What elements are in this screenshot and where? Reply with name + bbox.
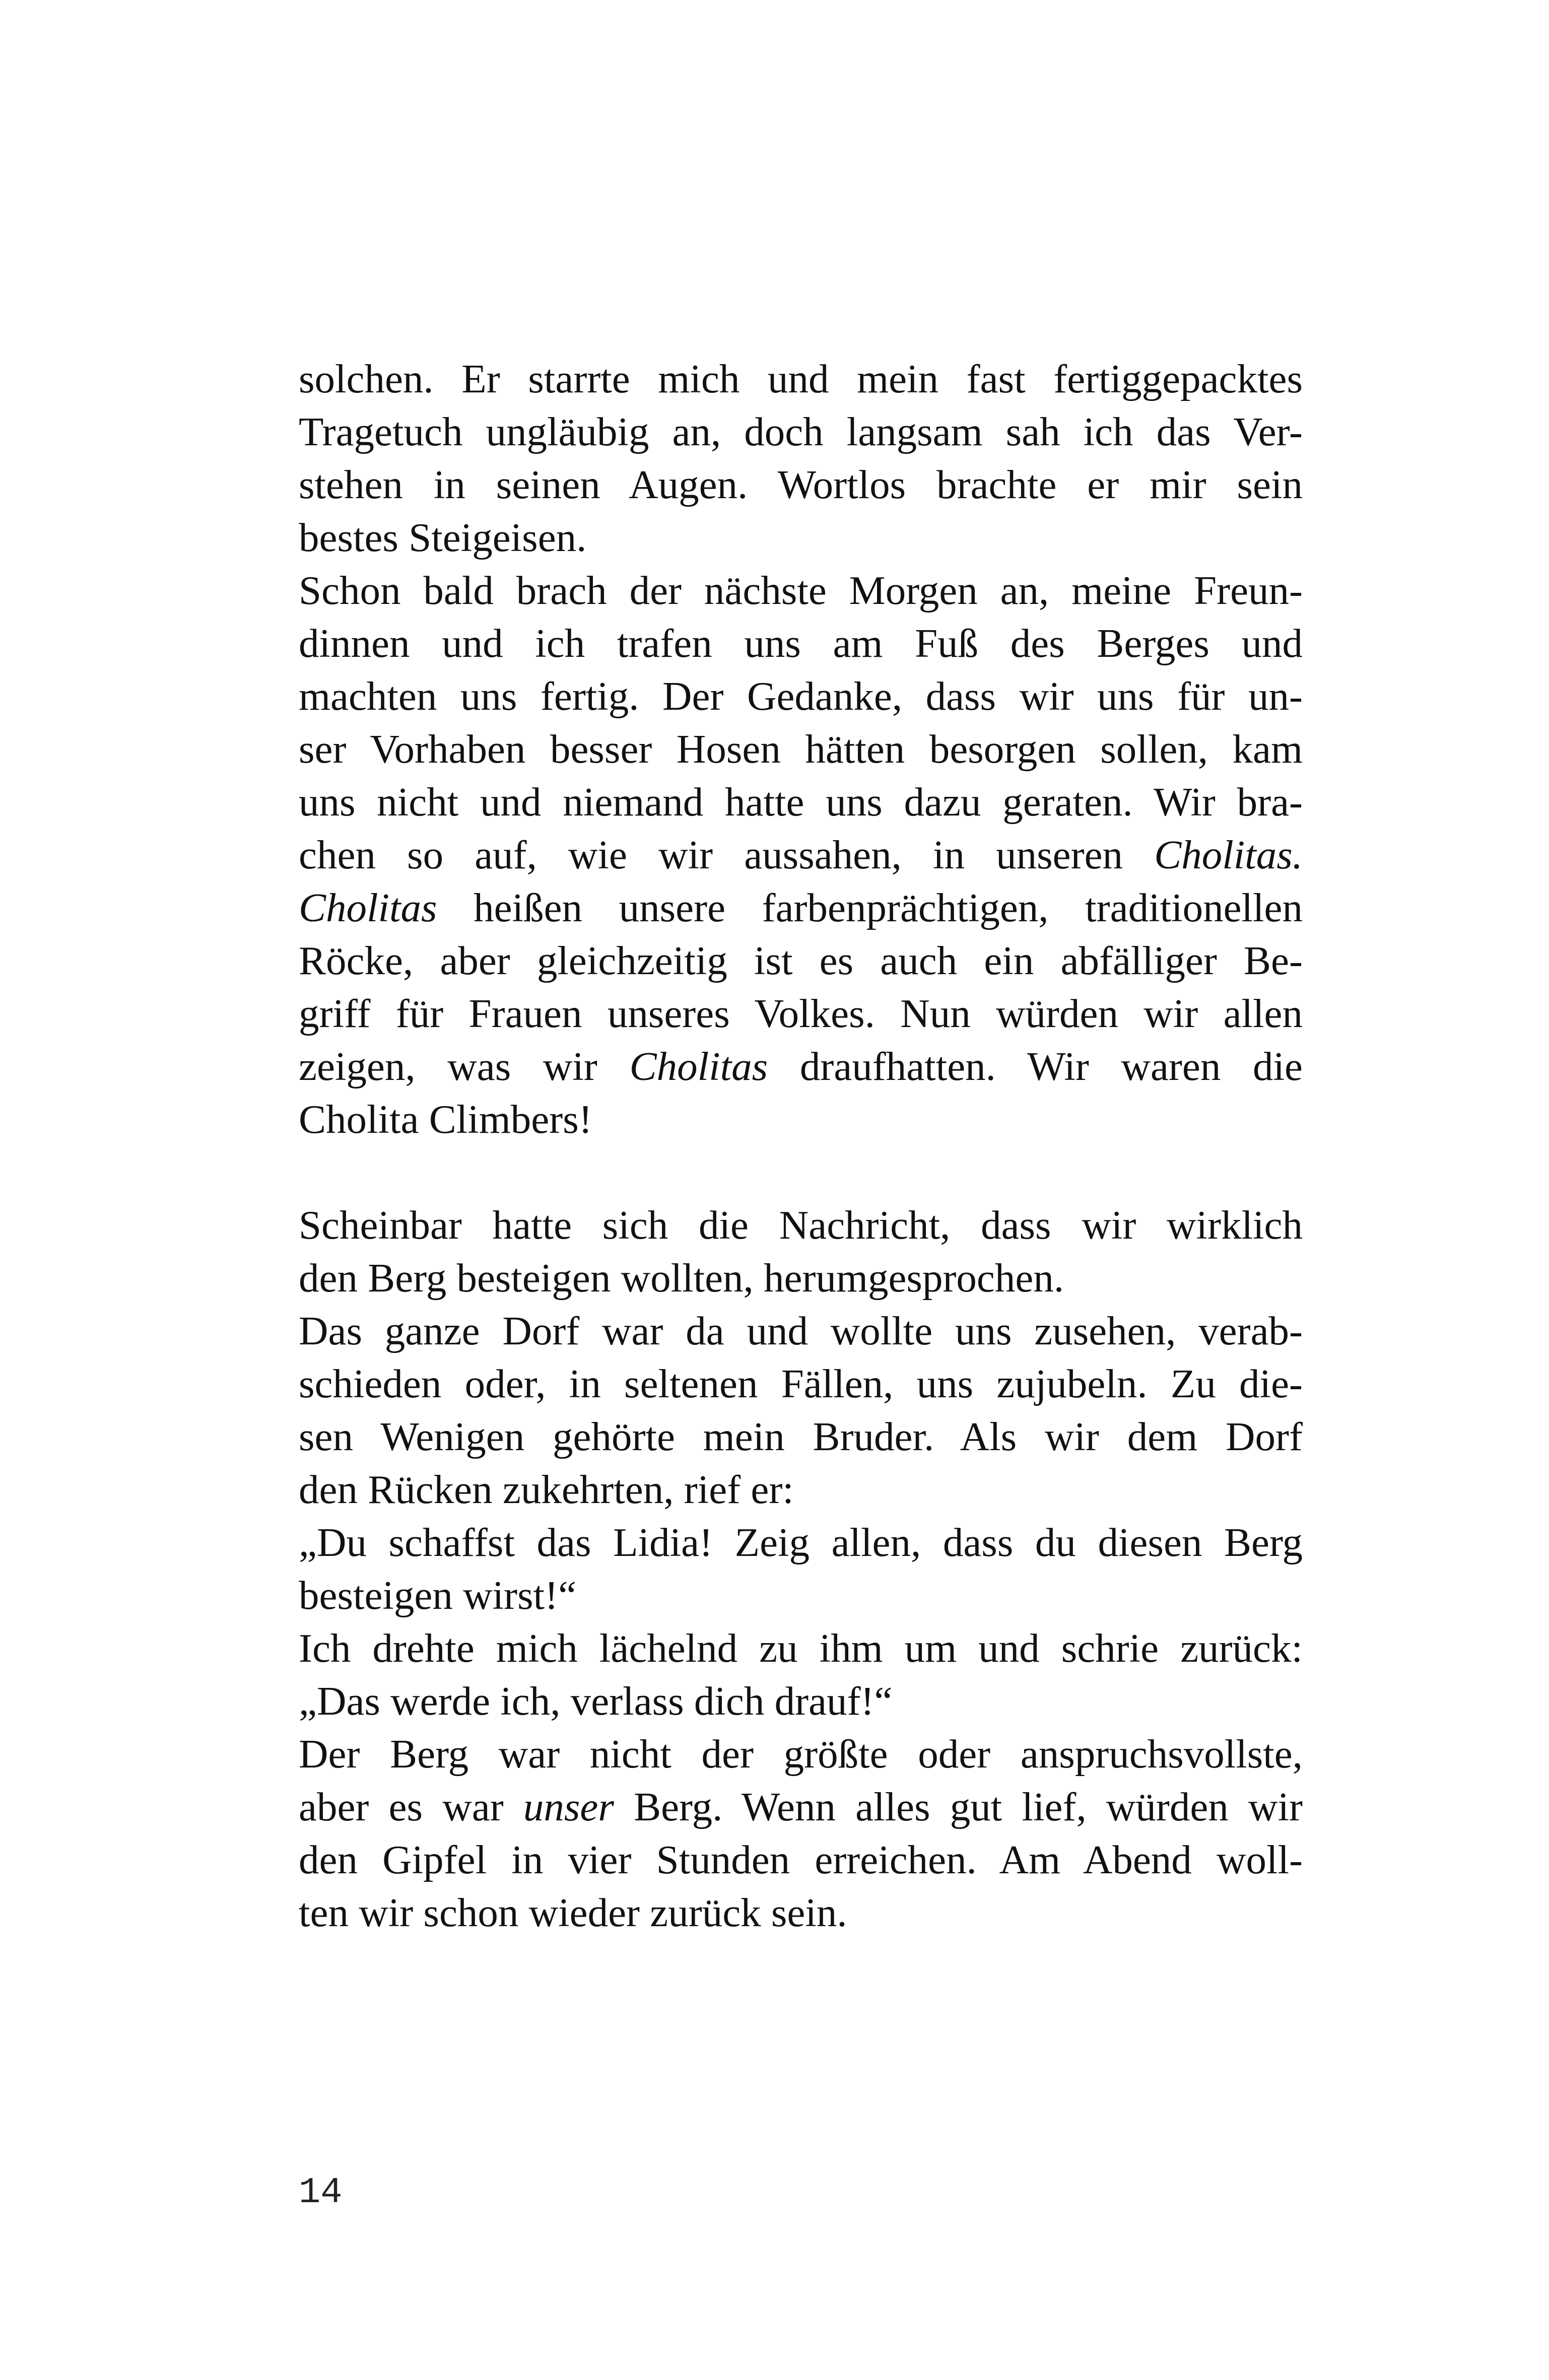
text-line: besteigen wirst!“ bbox=[299, 1573, 577, 1618]
italic-term: unser bbox=[523, 1784, 614, 1829]
text-line: solchen. Er starrte mich und mein fast fertiggepacktes bbox=[299, 356, 1303, 401]
text-line: Tragetuch ungläubig an, doch langsam sah ich das Ver- bbox=[299, 409, 1303, 454]
italic-term: Cholitas bbox=[629, 1044, 768, 1089]
text-run: Berg. Wenn alles gut lief, würden wir bbox=[614, 1784, 1303, 1829]
paragraph-1 bbox=[299, 353, 1303, 564]
text-line: den Berg besteigen wollten, herumgesprochen. bbox=[299, 1255, 1064, 1301]
text-line: bestes Steigeisen. bbox=[299, 515, 587, 560]
paragraph-8 bbox=[299, 1728, 1303, 1939]
paragraph-4 bbox=[299, 1305, 1303, 1516]
text-line: ten wir schon wieder zurück sein. bbox=[299, 1890, 847, 1935]
text-line: griff für Frauen unseres Volkes. Nun würden wir allen bbox=[299, 991, 1303, 1036]
paragraph-2 bbox=[299, 564, 1303, 1146]
paragraph-7 bbox=[299, 1675, 1303, 1728]
text-line: Ich drehte mich lächelnd zu ihm um und schrie zurück: bbox=[299, 1625, 1303, 1671]
text-line: Schon bald brach der nächste Morgen an, meine Freun- bbox=[299, 568, 1303, 613]
paragraph-6 bbox=[299, 1622, 1303, 1675]
text-line: uns nicht und niemand hatte uns dazu geraten. Wir bra- bbox=[299, 779, 1303, 825]
text-line: Das ganze Dorf war da und wollte uns zusehen, verab- bbox=[299, 1308, 1303, 1353]
italic-term: Cholitas. bbox=[1154, 832, 1303, 877]
text-line: den Gipfel in vier Stunden erreichen. Am Abend woll- bbox=[299, 1837, 1303, 1882]
text-line: stehen in seinen Augen. Wortlos brachte er mir sein bbox=[299, 462, 1303, 507]
text-line bbox=[299, 1040, 1303, 1093]
text-line: schieden oder, in seltenen Fällen, uns zujubeln. Zu die- bbox=[299, 1361, 1303, 1406]
text-line: „Das werde ich, verlass dich drauf!“ bbox=[299, 1678, 893, 1724]
text-run: aber es war bbox=[299, 1784, 523, 1829]
body-text bbox=[299, 353, 1303, 1939]
text-line: machten uns fertig. Der Gedanke, dass wir uns für un- bbox=[299, 673, 1303, 719]
text-run: zeigen, was wir bbox=[299, 1044, 630, 1089]
page-number: 14 bbox=[299, 2172, 343, 2213]
text-line: Der Berg war nicht der größte oder anspruchsvollste, bbox=[299, 1731, 1303, 1777]
text-line: Scheinbar hatte sich die Nachricht, dass wir wirklich bbox=[299, 1202, 1303, 1248]
text-line: den Rücken zukehrten, rief er: bbox=[299, 1467, 794, 1512]
paragraph-5 bbox=[299, 1516, 1303, 1622]
text-line: ser Vorhaben besser Hosen hätten besorgen sollen, kam bbox=[299, 726, 1303, 772]
text-line: dinnen und ich trafen uns am Fuß des Berges und bbox=[299, 621, 1303, 666]
text-run: draufhatten. Wir waren die bbox=[768, 1044, 1303, 1089]
text-run: chen so auf, wie wir aussahen, in unseren bbox=[299, 832, 1155, 877]
text-line bbox=[299, 1781, 1303, 1833]
text-line bbox=[299, 829, 1303, 881]
text-run: heißen unsere farbenprächtigen, traditionellen bbox=[437, 885, 1303, 930]
section-break bbox=[299, 1146, 1303, 1199]
text-line: sen Wenigen gehörte mein Bruder. Als wir dem Dorf bbox=[299, 1414, 1303, 1459]
text-line: „Du schaffst das Lidia! Zeig allen, dass du diesen Berg bbox=[299, 1520, 1303, 1565]
text-line: Cholita Climbers! bbox=[299, 1097, 592, 1142]
text-line bbox=[299, 881, 1303, 934]
text-line: Röcke, aber gleichzeitig ist es auch ein abfälliger Be- bbox=[299, 938, 1303, 983]
paragraph-3 bbox=[299, 1199, 1303, 1305]
italic-term: Cholitas bbox=[299, 885, 437, 930]
